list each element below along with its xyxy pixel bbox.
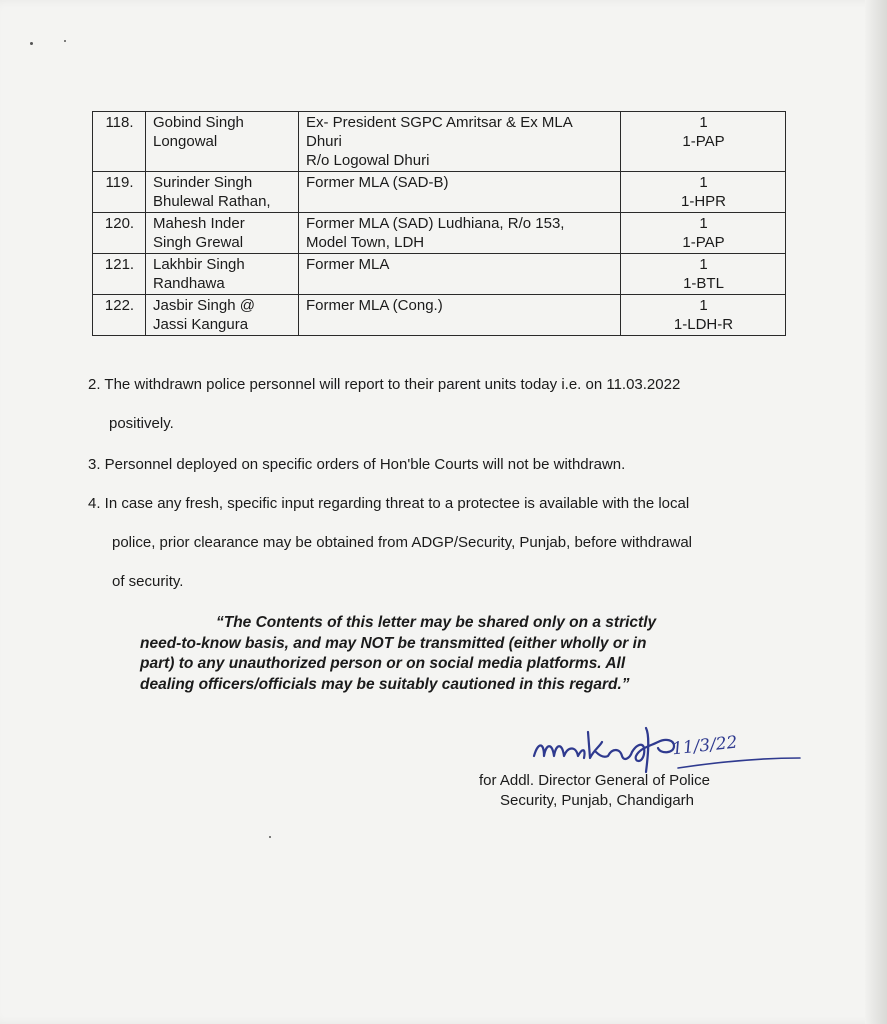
protectee-description [299,172,621,213]
paragraph-4-end: of security. [112,573,184,590]
withdrawn-personnel [621,213,786,254]
protectee-name [146,295,299,336]
row-number: 118. [93,112,146,172]
notice-line: “The Contents of this letter may be shared only on a strictly [216,614,657,631]
personnel-count: 1 [699,256,708,273]
paragraph-4: 4. In case any fresh, specific input regarding threat to a protectee is available with the local [88,495,690,512]
name-line: Jasbir Singh @ [153,297,255,314]
table-row [93,295,786,336]
description-line: Former MLA [306,256,390,273]
name-line: Randhawa [153,275,225,292]
page-edge-shadow [865,0,887,1024]
notice-line: part) to any unauthorized person or on social media platforms. All [140,655,626,672]
description-line: Model Town, LDH [306,234,425,251]
description-line: Former MLA (SAD-B) [306,174,449,191]
table-row [93,172,786,213]
protectee-table [92,111,786,336]
confidentiality-notice [140,613,740,695]
paragraph-3: 3. Personnel deployed on specific orders of Hon'ble Courts will not be withdrawn. [88,456,626,473]
scan-speck [64,40,66,42]
protectee-description [299,112,621,172]
name-line: Jassi Kangura [153,316,249,333]
personnel-unit: 1-LDH-R [673,316,734,333]
signatory-office: Security, Punjab, Chandigarh [500,792,695,809]
name-line: Gobind Singh [153,114,244,131]
protectee-name [146,213,299,254]
personnel-unit: 1-PAP [682,133,725,150]
withdrawn-personnel [621,172,786,213]
table-row [93,254,786,295]
protectee-name [146,172,299,213]
personnel-unit: 1-PAP [682,234,725,251]
table-row [93,112,786,172]
protectee-description [299,213,621,254]
name-line: Longowal [153,133,218,150]
personnel-count: 1 [699,297,708,314]
row-number: 119. [93,172,146,213]
personnel-count: 1 [699,114,708,131]
row-number: 121. [93,254,146,295]
name-line: Mahesh Inder [153,215,245,232]
withdrawn-personnel [621,254,786,295]
description-line: R/o Logowal Dhuri [306,152,430,169]
protectee-name [146,254,299,295]
signatory-designation: for Addl. Director General of Police [479,772,710,789]
protectee-name [146,112,299,172]
table-row [93,213,786,254]
row-number: 120. [93,213,146,254]
name-line: Bhulewal Rathan, [153,193,271,210]
withdrawn-personnel [621,112,786,172]
description-line: Dhuri [306,133,342,150]
protectee-description [299,254,621,295]
protectee-description [299,295,621,336]
scan-speck [30,42,33,45]
withdrawn-personnel [621,295,786,336]
signature-date: 11/3/22 [671,732,739,760]
description-line: Former MLA (SAD) Ludhiana, R/o 153, [306,215,565,232]
personnel-unit: 1-BTL [683,275,724,292]
name-line: Singh Grewal [153,234,244,251]
paragraph-2: 2. The withdrawn police personnel will report to their parent units today i.e. on 11.03.2022 [88,376,681,393]
row-number: 122. [93,295,146,336]
description-line: Ex- President SGPC Amritsar & Ex MLA [306,114,573,131]
scan-speck [269,836,271,838]
paragraph-4-continued: police, prior clearance may be obtained from ADGP/Security, Punjab, before withdrawal [112,534,693,551]
paragraph-2-continued: positively. [109,415,174,432]
personnel-count: 1 [699,215,708,232]
notice-line: need-to-know basis, and may NOT be transmitted (either wholly or in [140,634,647,652]
notice-line: dealing officers/officials may be suitably cautioned in this regard.” [140,675,630,693]
name-line: Surinder Singh [153,174,253,191]
name-line: Lakhbir Singh [153,256,245,273]
personnel-count: 1 [699,174,708,191]
description-line: Former MLA (Cong.) [306,297,443,314]
personnel-unit: 1-HPR [680,193,726,210]
